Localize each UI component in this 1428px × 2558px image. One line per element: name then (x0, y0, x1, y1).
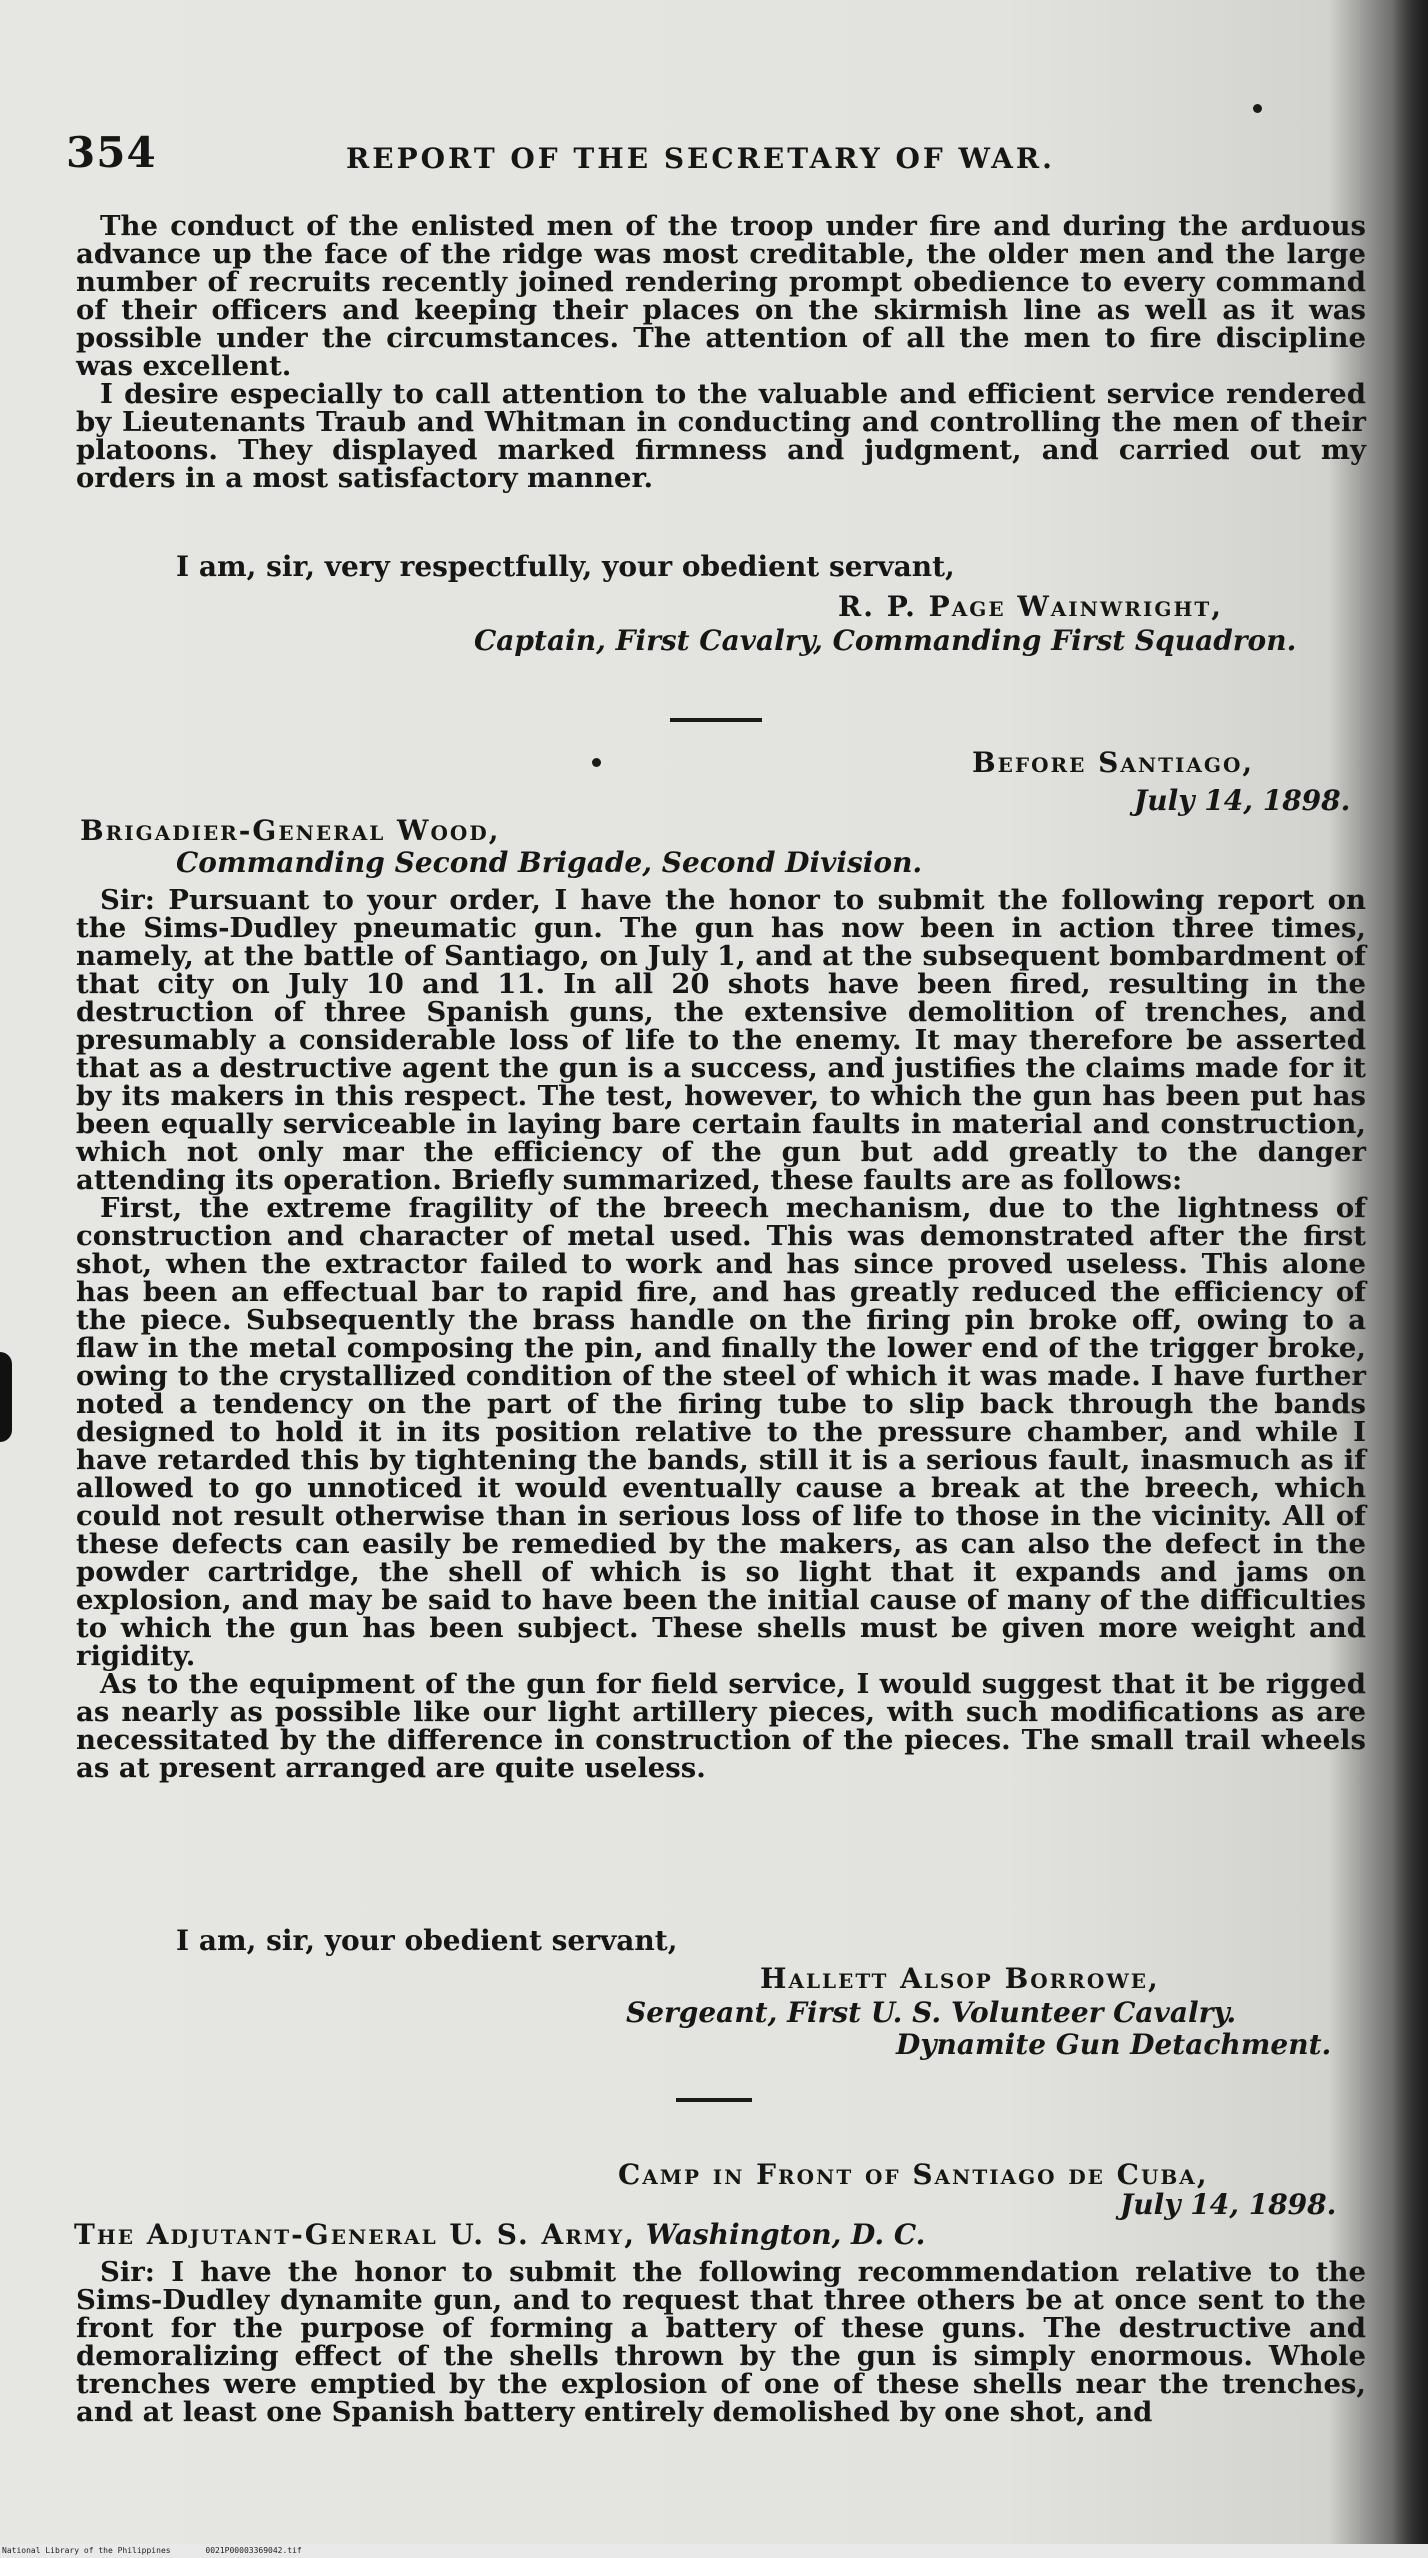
letter2-body (76, 886, 1366, 1782)
ink-dot (592, 758, 601, 767)
letter2-signature-unit: Dynamite Gun Detachment. (896, 2028, 1332, 2061)
paragraph: As to the equipment of the gun for field service, I would suggest that it be rigged as nearly as possible like our light artillery pieces, with such modifications as are necessitated by the difference in construction of the pieces. The small trail wheels as at present arranged are quite useless. (76, 1668, 1366, 1784)
running-title: REPORT OF THE SECRETARY OF WAR. (346, 142, 1055, 175)
letter3-body (76, 2258, 1366, 2426)
binding-mark (0, 1352, 12, 1442)
letter3-place: Camp in Front of Santiago de Cuba, (618, 2158, 1209, 2191)
scan-footer (0, 2544, 1428, 2558)
paragraph: Sir: Pursuant to your order, I have the honor to submit the following report on the Sims-Dudley pneumatic gun. The gun has now been in action three times, namely, at the battle of Santiago, on July 1, and at the subsequent bombardment of that city on July 10 and 11. In all 20 shots have been fired, resulting in the destruction of three Spanish guns, the extensive demolition of trenches, and presumably a considerable loss of life to the enemy. It may therefore be asserted that as a destructive agent the gun is a success, and justifies the claims made for it by its makers in this respect. The test, however, to which the gun has been put has been equally serviceable in laying bare certain faults in material and construction, which not only mar the efficiency of the gun but add greatly to the danger attending its operation. Briefly summarized, these faults are as follows: (76, 884, 1366, 1196)
page-edge-shadow (1392, 0, 1428, 2558)
ink-dot (1253, 104, 1262, 113)
letter2-closing: I am, sir, your obedient servant, (176, 1924, 678, 1957)
paragraph: I desire especially to call attention to the valuable and efficient service rendered by Lieutenants Traub and Whitman in conducting and controlling the men of their platoons. They displayed marked firmness and judgment, and carried out my orders in a most satisfactory manner. (76, 378, 1366, 494)
paragraph: First, the extreme fragility of the breech mechanism, due to the lightness of construction and character of metal used. This was demonstrated after the first shot, when the extractor failed to work and has since proved useless. This alone has been an effectual bar to rapid fire, and has greatly reduced the efficiency of the piece. Subsequently the brass handle on the firing pin broke off, owing to a flaw in the metal composing the pin, and finally the lower end of the trigger broke, owing to the crystallized condition of the steel of which it was made. I have further noted a tendency on the part of the firing tube to slip back through the bands designed to hold it in its position relative to the pressure chamber, and while I have retarded this by tightening the bands, still it is a serious fault, inasmuch as if allowed to go unnoticed it would eventually cause a break at the breech, which could not result otherwise than in serious loss of life to those in the vicinity. All of these defects can easily be remedied by the makers, as can also the defect in the powder cartridge, the shell of which is so light that it expands and jams on explosion, and may be said to have been the initial cause of many of the difficulties to which the gun has been subject. These shells must be given more weight and rigidity. (76, 1192, 1366, 1672)
scan-label: National Library of the Philippines (2, 2546, 171, 2555)
paragraph: Sir: I have the honor to submit the following recommendation relative to the Sims-Dudley dynamite gun, and to request that three others be at once sent to the front for the purpose of forming a battery of these guns. The destructive and demoralizing effect of the shells thrown by the gun is simply enormous. Whole trenches were emptied by the explosion of one of these shells near the trenches, and at least one Spanish battery entirely demolished by one shot, and (76, 2256, 1366, 2428)
letter1-body (76, 212, 1366, 492)
letter3-date: July 14, 1898. (1120, 2188, 1337, 2221)
letter2-addressee-title: Commanding Second Brigade, Second Division. (176, 846, 923, 879)
letter2-signature-title: Sergeant, First U. S. Volunteer Cavalry. (626, 1996, 1237, 2029)
letter3-addressee-line (74, 2220, 925, 2250)
section-divider (670, 718, 762, 722)
letter1-closing: I am, sir, very respectfully, your obedient servant, (176, 550, 955, 583)
letter3-addressee: The Adjutant-General U. S. Army, (74, 2218, 636, 2251)
section-divider (676, 2098, 752, 2102)
page-number: 354 (66, 128, 157, 177)
letter1-signature-title: Captain, First Cavalry, Commanding First Squadron. (474, 624, 1297, 657)
letter2-place: Before Santiago, (972, 746, 1255, 779)
paragraph: The conduct of the enlisted men of the troop under fire and during the arduous advance up the face of the ridge was most creditable, the older men and the large number of recruits recently joined rendering prompt obedience to every command of their officers and keeping their places on the skirmish line as well as it was possible under the circumstances. The attention of all the men to fire discipline was excellent. (76, 210, 1366, 382)
letter3-addressee-place: Washington, D. C. (645, 2218, 926, 2251)
letter1-signature-name: R. P. Page Wainwright, (838, 590, 1223, 623)
page-header (66, 128, 1366, 188)
letter2-date: July 14, 1898. (1134, 784, 1351, 817)
letter2-signature-name: Hallett Alsop Borrowe, (760, 1962, 1160, 1995)
letter2-addressee: Brigadier-General Wood, (80, 814, 501, 847)
scan-file-name: 0021P00003369042.tif (205, 2546, 302, 2555)
